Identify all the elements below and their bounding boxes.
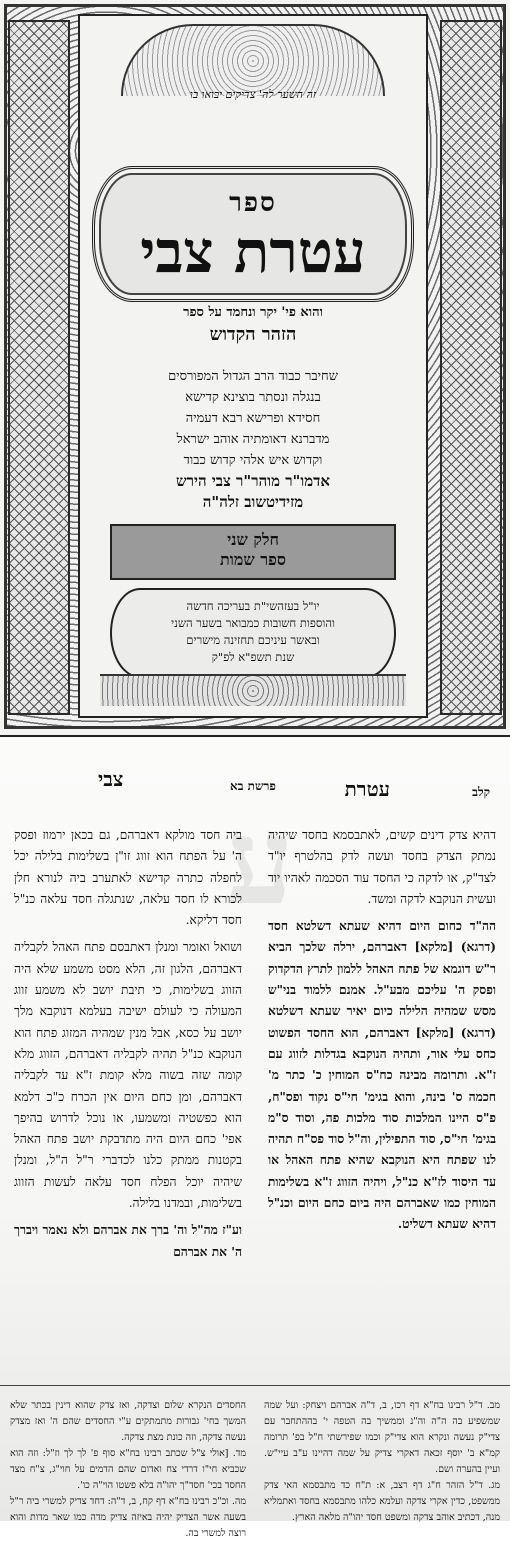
- text-column-right: [268, 825, 496, 1385]
- author-line: בנגלה ונסתר בוצינא קדישא: [185, 390, 321, 405]
- publication-line: והוספות חשובות כמבואר בשער השני: [171, 616, 335, 630]
- running-head: [0, 767, 510, 807]
- title-page-photo: [0, 0, 510, 737]
- text-page-photo: [0, 737, 510, 1539]
- top-arch-ornament: [121, 24, 385, 96]
- book-label: ספר שמות: [220, 550, 286, 569]
- running-head-book: עטרת: [344, 777, 390, 801]
- book-title: עטרת צבי: [140, 218, 366, 286]
- author-block: [120, 366, 386, 513]
- title-center-panel: [78, 14, 428, 718]
- footnotes-area: [0, 1385, 510, 1539]
- paragraph: ביה חסד מולקא דאברהם, גם בכאן ירמוז ופסק ה' על הפתח הוא זווג זו"ן בשלימות בלילה יכל לחפלה כתרה קדישא לאתערב ביה לנורא חלן לכורא לו חסד עלאה, שנתגלה חסד עלאה כנ"ל חסד דליקא.: [14, 828, 242, 928]
- publication-oval: [110, 588, 396, 678]
- title-verse: זה השער לה' צדיקים יבואו בו: [190, 88, 316, 101]
- footnotes-column-right: [264, 1398, 500, 1521]
- volume-label: חלק שני: [227, 530, 279, 549]
- footnote: מה. וכ"כ רבינו בח"א דף קח, ב, ד"ה: דחד צדיק למשרי ביה ר"ל בשעה אשר הצדיק יהיה באיזה צדיק מדה כמו שאר מדות והוא רוצה למשרי בה.: [10, 1496, 246, 1539]
- author-line: חסידא ופרישא רבא דעמיה: [185, 411, 321, 426]
- footnote: מב. ד"ל רבינו בח"א דף רכו, ב, ד"ה אברהם ויצחק: ועל שמה שמשפיע בה ה"ה וה"נ וממשיך בה הטפה י' בההתחבר עם צדי"ק נעשה ונקרא הוא צדי"ק וכמו שפירשתי ח"ל בפ' תרומה קמ"א ב' יוסף זכאה דאקרי צדיק על שמה דהיינו ע"ב עיי"ש. ועיין בהערה ושם.: [264, 1400, 500, 1475]
- volume-band: [110, 524, 396, 580]
- footnotes-column-left: [10, 1398, 246, 1539]
- publication-line: ובאשר עיניכם תחזינה מישרים: [186, 633, 320, 647]
- subtitle-zohar: הזהר הקדוש: [209, 324, 297, 345]
- text-column-left: [14, 825, 242, 1385]
- running-head-author: צבי: [98, 767, 124, 791]
- paragraph: הה"ד כחום היום דהיא שעתא דשלטא חסד (דרגא) [מלקא] דאברהם, ירלה שלכך הביא ר"ש דוגמא של פתח האהל ללמון לתרץ הדקדוק ופסק ה' עליכם מבע"ל. אמנם ללמוד בני"ש מסש שמהיה הלילה כיום יאיר שעתא דשלטא (דרגא) [מלקא] דאברהם, הוא החסד הפשוט כחס עלי אור, ותהיה הנוקבא בגדלות לזווג עם ז"א. ותרומה מבינה כח"ס המוחין כ' כתר מ' חכמה ס' בינה, והוא בגימ' חי"ס נקוד ופס"ח, פ"ס היינו המלכות סוד מלכות פה, וסוד ס"מ בגימ' חי"ס, סוד התפילין, וה"ל סוד פס"ח תהיה לנו שפתח היא הנוקבא שהיא פתח האהל או עד היסוד לז"א כנ"ל, ויהיה הזווג ז"א בשלימות המוחין כמו שאברהם היה ביום כחם היום וכנ"ל דהיא שעתא דשליט.: [268, 919, 496, 1232]
- left-ornamental-pillar: [8, 20, 70, 715]
- paragraph: ושואל ואומר ומנלן דאתבסם פתח האהל לקבליה דאברהם, הלגון זה, הלא מסט משמע שלא היה הזווג בשלימות, כי תיבת יושב לא משמע זווג המעולה כי לעולם ישיבה בעלמא דנוקבא מלך יושב על כסא, אבל מנין שמהיה המזוג פתח הוא הנוקבא כנ"ל תהיה לקבליה דאברהם, הזווג מלא קומה שזה בשוה מלא קומת ז"א עד לקבליה דאברהם, ומן כחם היום אין הכרח כ"כ דלמא הוא כפשטיה ומשמעו, או נוכל לדרוש בהיפך אפי' כחם היום היה מתדבקת יושב פתח האהל בקטנות ממתק כלנו לכדברי ר"ל ה"ל, ומנלן שיהיה יוכל הפלח חסד עלאה לעשות הזווג בשלימות, ובמדנו בלילה.: [14, 940, 242, 1211]
- author-line: שחיבר כבוד הרב הגדול המפורסים: [168, 369, 338, 384]
- bottom-ornament: [100, 674, 406, 706]
- right-ornamental-pillar: [440, 20, 502, 715]
- footnote: החסדים הנקרא שלום וצדקה, ואז צדק שהוא דינין בכתר שלא המשך בחי' גבורות מתמתקים ע"י החסדים שהם ה' ואז מצדק נעשה צדקה, וזה כונת מצת צדקה.: [10, 1400, 246, 1443]
- leaf-number: קלב: [472, 785, 490, 799]
- author-line: וקדוש איש אלהי קדוש כבוד: [183, 453, 323, 468]
- running-head-parasha: פרשת בא: [230, 779, 276, 793]
- faint-watermark: ע: [226, 791, 294, 932]
- publication-line: יו"ל בעזהשי"ת בעריכה חדשה: [186, 599, 320, 613]
- footnote: מג. ד"ל הזהר ח"ג דף רצב, א: ת"ח כד מתבסמא האי צדק ממשפט, כדין אקרי צדקה ועלמא כלהו מתבסמא בחסד ואתמליא מנה, דכתיב אוהב צדקה ומשפט חסד יהו"ה מלאה הארץ.: [264, 1480, 500, 1523]
- paragraph: דהיא צדק דינים קשים, לאתבסמא בחסד שיהיה נמתק הצדק בחסד ועשה לדק בהלטרף יו"ד לצד"ק, או לדקה כי החסד עוד הסכמה לאהיו יוד ועשית הנוקבא לדקה ומשד.: [268, 828, 496, 906]
- author-place: מזידיטשוב זלה"ה: [202, 493, 304, 511]
- footnote: מד. [אולי צ"ל שכתב רבינו בח"א סוף פ' לך לך וז"ל: וזה הוא שכביא חי"ו דרדי צח ואדום שהם הדמים על חוי"ג, צ"ח מצד החסד בכי' חסד"ך יהו"ה בלא פשטו הוי"ה כו'.: [10, 1448, 246, 1491]
- author-line: מדברנא דאומתיה אוהב ישראל: [176, 432, 330, 447]
- author-name: אדמו"ר מוהר"ר צבי הירש: [176, 472, 330, 490]
- publication-line: שנת תשפ"א לפ"ק: [211, 650, 295, 664]
- paragraph: וע"ז מה"ל וה' ברך את אברהם ולא נאמר ויברך ה' את אברהם: [14, 1223, 242, 1259]
- sefer-label: ספר: [229, 188, 277, 218]
- subtitle-commentary: והוא פי' יקר ונחמד על ספר: [183, 305, 323, 320]
